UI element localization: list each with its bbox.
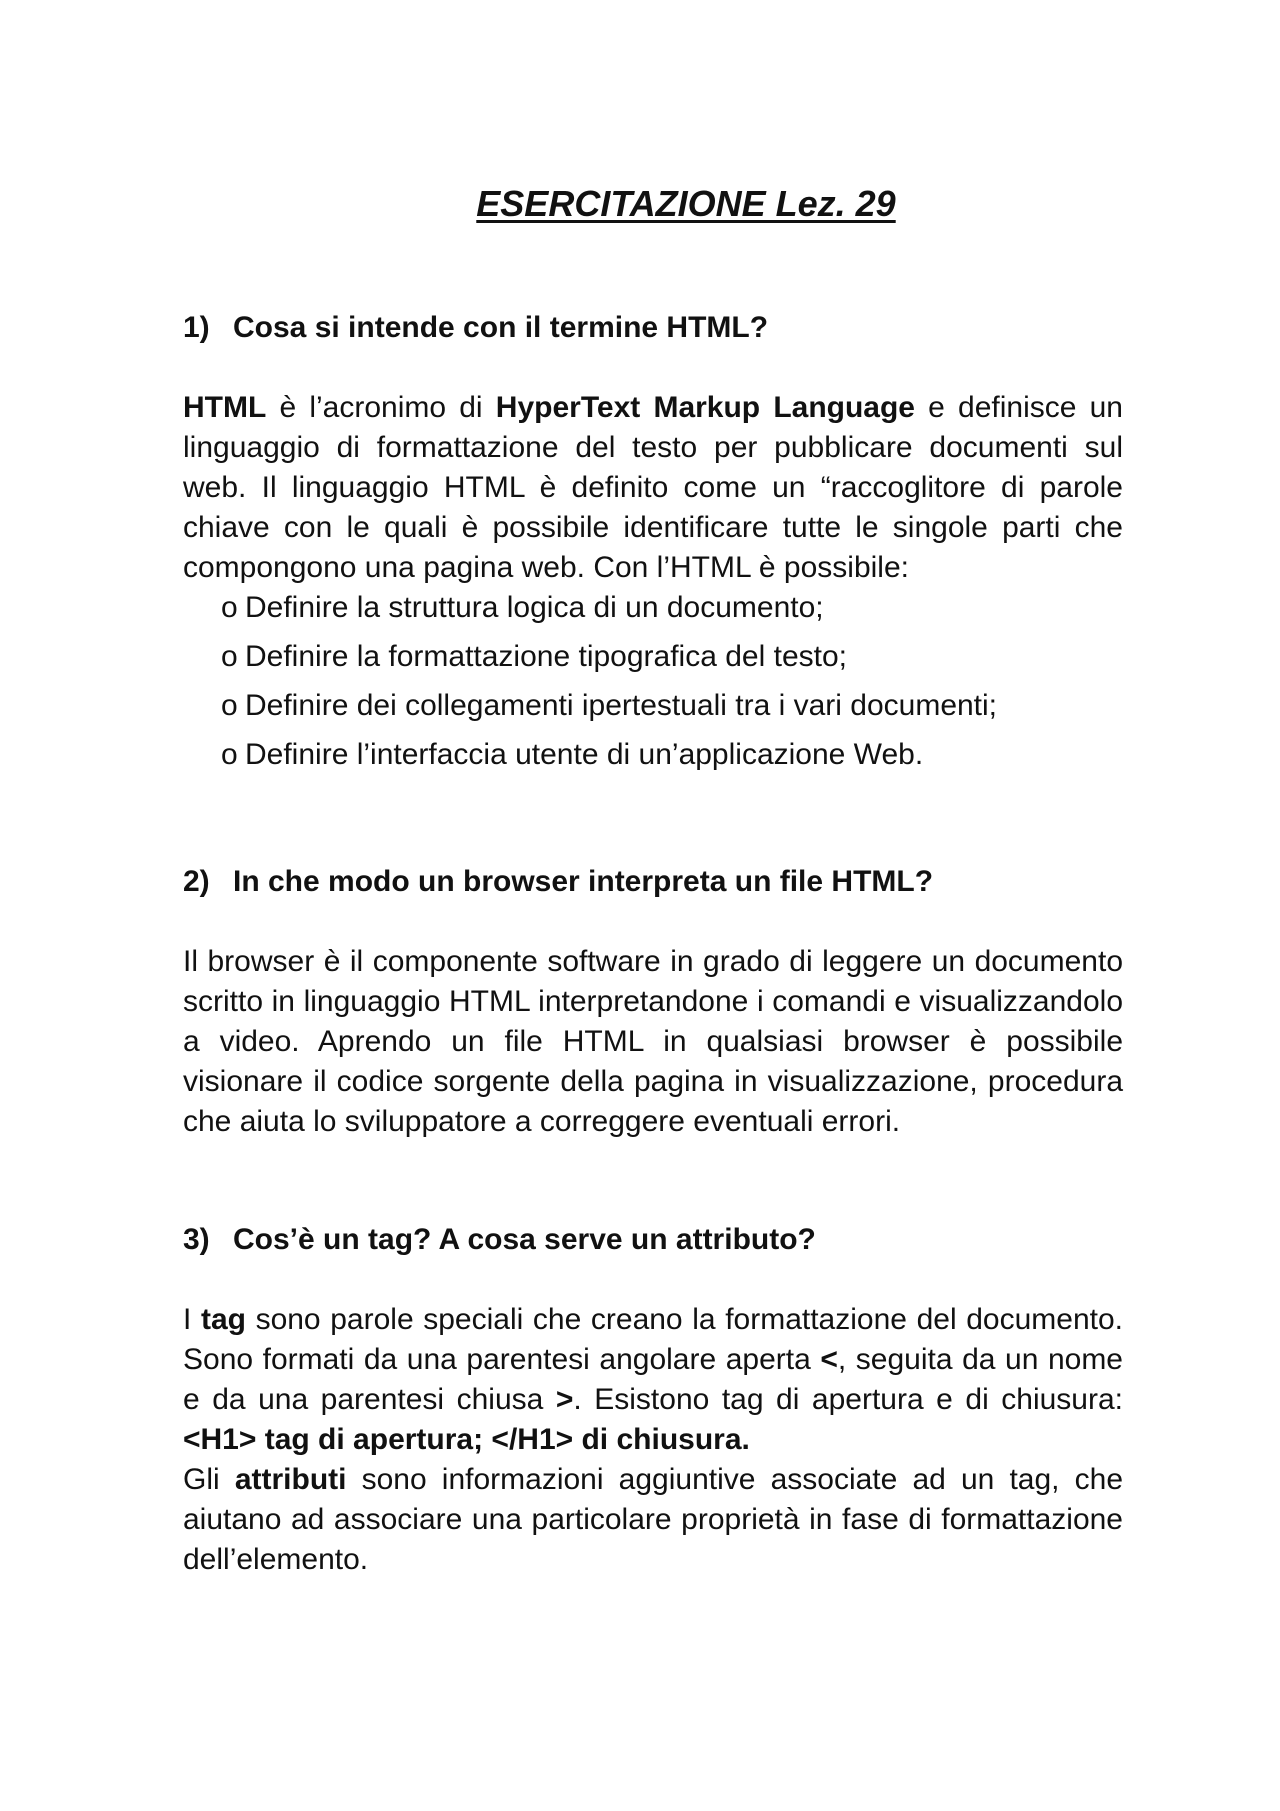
question-3-text: Cos’è un tag? A cosa serve un attributo?	[233, 1223, 816, 1256]
bullet-mark: o	[221, 689, 238, 722]
section-1	[183, 308, 1123, 348]
answer-3-p2-text-b: sono informazioni aggiuntive associate ad un tag, che aiutano ad associare una particolare proprietà in fase di formattazione dell’elemento.	[183, 1463, 1124, 1576]
bullet-mark: o	[221, 591, 238, 624]
answer-2-paragraph: Il browser è il componente software in grado di leggere un documento scritto in linguaggio HTML interpretandone i comandi e visualizzandolo a video. Aprendo un file HTML in qualsiasi browser è possibile visionare il codice sorgente della pagina in visualizzazione, procedura che aiuta lo sviluppatore a correggere eventuali errori.	[183, 945, 1123, 1138]
question-3-number: 3)	[183, 1223, 210, 1256]
question-2-number: 2)	[183, 865, 210, 898]
bullet-text: Definire l’interfaccia utente di un’applicazione Web.	[245, 738, 924, 771]
bullet-item	[221, 637, 1123, 677]
section-3	[183, 1220, 1123, 1260]
answer-3	[183, 1300, 1123, 1580]
question-3	[183, 1220, 1123, 1260]
bullet-mark: o	[221, 640, 238, 673]
answer-1-bullet-list	[183, 588, 1123, 775]
answer-3-paragraph-2	[183, 1460, 1123, 1580]
answer-3-bold-h1: <H1> tag di apertura; </H1> di chiusura.	[183, 1423, 750, 1456]
bullet-item	[221, 686, 1123, 726]
answer-1-text-b: e definisce un linguaggio di formattazione del testo per pubblicare documenti sul web. Il linguaggio HTML è definito come un “raccoglitore di parole chiave con le quali è possibile identificare tutte le singole parti che compongono una pagina web. Con l’HTML è possibile:	[183, 391, 1123, 584]
section-2	[183, 862, 1123, 902]
answer-3-bold-lt: <	[820, 1343, 838, 1376]
bullet-text: Definire dei collegamenti ipertestuali tra i vari documenti;	[245, 689, 998, 722]
answer-3-text-c: , seguita da un nome e da una parentesi chiusa	[183, 1343, 1123, 1416]
answer-3-p2-text-a: Gli	[183, 1463, 235, 1496]
answer-3-bold-attributi: attributi	[234, 1463, 347, 1496]
answer-1	[183, 388, 1123, 784]
answer-3-text-b: sono parole speciali che creano la formattazione del documento. Sono formati da una parentesi angolare aperta	[183, 1303, 1123, 1376]
answer-3-paragraph-1	[183, 1300, 1123, 1460]
bullet-text: Definire la struttura logica di un documento;	[245, 591, 824, 624]
question-2-text: In che modo un browser interpreta un file HTML?	[233, 865, 934, 898]
bullet-mark: o	[221, 738, 238, 771]
bullet-item	[221, 588, 1123, 628]
document-title: ESERCITAZIONE Lez. 29	[476, 183, 896, 224]
bullet-text: Definire la formattazione tipografica del testo;	[245, 640, 847, 673]
question-1-number: 1)	[183, 311, 210, 344]
question-1	[183, 308, 1123, 348]
question-2	[183, 862, 1123, 902]
answer-1-bold-html: HTML	[183, 391, 267, 424]
question-1-text: Cosa si intende con il termine HTML?	[233, 311, 769, 344]
answer-1-text-a: è l’acronimo di	[266, 391, 496, 424]
answer-3-bold-gt: >	[555, 1383, 574, 1416]
answer-2	[183, 942, 1123, 1142]
answer-1-bold-acronym: HyperText Markup Language	[495, 391, 915, 424]
bullet-item	[221, 735, 1123, 775]
answer-3-text-d: . Esistono tag di apertura e di chiusura:	[573, 1383, 1123, 1416]
answer-3-text-a: I	[183, 1303, 201, 1336]
answer-1-paragraph	[183, 388, 1123, 588]
answer-3-bold-tag: tag	[200, 1303, 246, 1336]
